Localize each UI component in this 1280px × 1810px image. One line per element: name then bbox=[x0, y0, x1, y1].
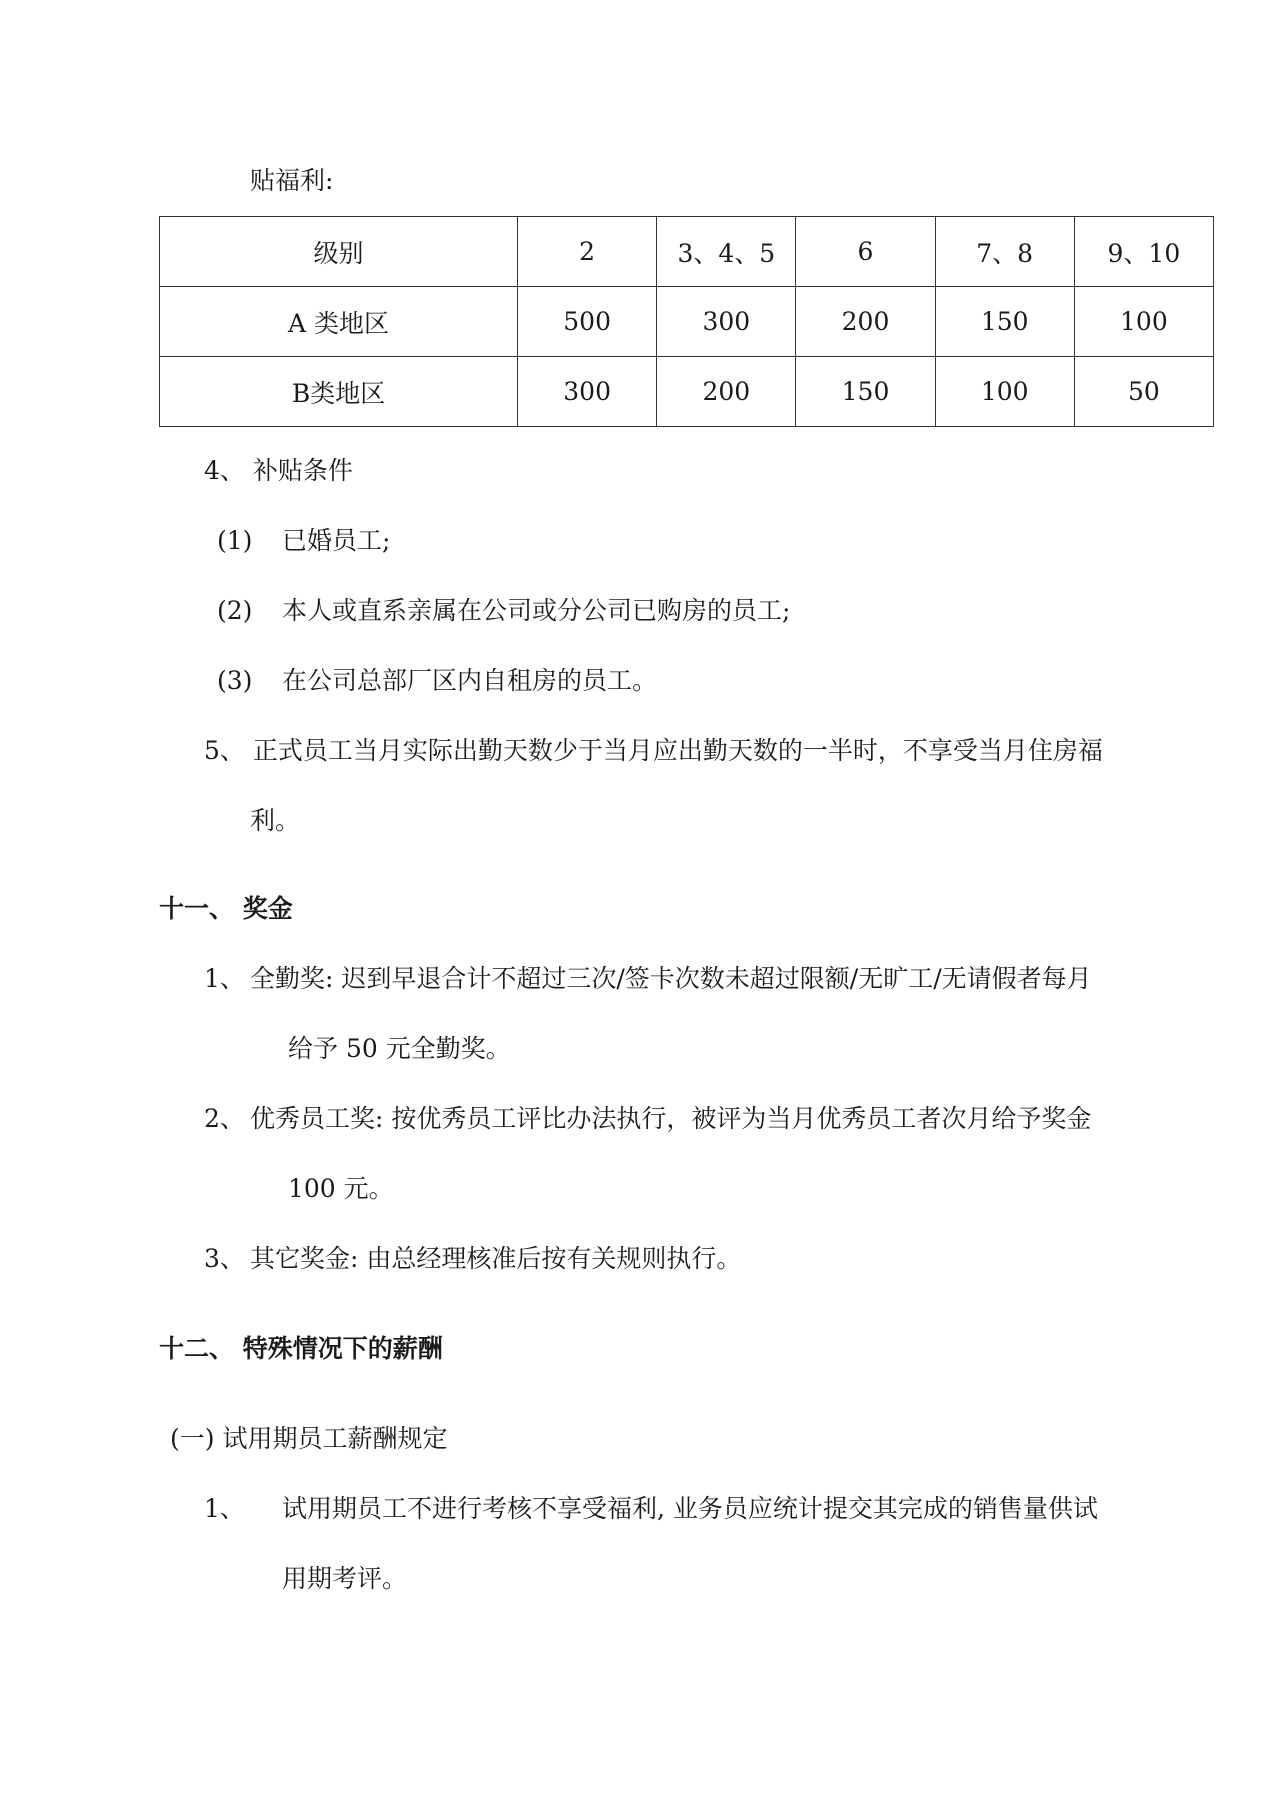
table-cell: 200 bbox=[657, 357, 796, 427]
item5-line1: 5、 正式员工当月实际出勤天数少于当月应出勤天数的一半时，不享受当月住房福 bbox=[204, 736, 1103, 765]
bonus-number: 1、 bbox=[204, 964, 245, 993]
table-cell: 150 bbox=[796, 357, 935, 427]
table-header-row bbox=[160, 217, 1214, 287]
table-header-cell: 3、4、5 bbox=[657, 217, 796, 287]
housing-subsidy-table bbox=[159, 216, 1214, 427]
conditions-title: 4、 补贴条件 bbox=[204, 456, 353, 485]
condition-number: (1) bbox=[217, 526, 253, 555]
table-cell: 50 bbox=[1074, 357, 1213, 427]
table-cell: 300 bbox=[518, 357, 657, 427]
condition-number: (2) bbox=[217, 596, 253, 625]
bonus-text-continued: 给予 50 元全勤奖。 bbox=[288, 1034, 511, 1063]
table-header-cell: 级别 bbox=[160, 217, 518, 287]
table-cell: B类地区 bbox=[160, 357, 518, 427]
condition-number: (3) bbox=[217, 666, 253, 695]
bonus-number: 3、 bbox=[204, 1244, 245, 1273]
intro-text: 贴福利: bbox=[250, 166, 334, 195]
condition-text: 在公司总部厂区内自租房的员工。 bbox=[282, 666, 658, 695]
section-12-heading: 十二、 特殊情况下的薪酬 bbox=[159, 1334, 443, 1363]
table-cell: 300 bbox=[657, 287, 796, 357]
probation-item-text-continued: 用期考评。 bbox=[282, 1564, 408, 1593]
condition-text: 本人或直系亲属在公司或分公司已购房的员工; bbox=[282, 596, 791, 625]
section-11-heading: 十一、 奖金 bbox=[159, 894, 293, 923]
table-cell: A 类地区 bbox=[160, 287, 518, 357]
condition-text: 已婚员工; bbox=[282, 526, 391, 555]
table-header-cell: 9、10 bbox=[1074, 217, 1213, 287]
item5-line2: 利。 bbox=[250, 806, 301, 835]
table-header-cell: 6 bbox=[796, 217, 935, 287]
table-cell: 150 bbox=[935, 287, 1074, 357]
probation-item-number: 1、 bbox=[204, 1494, 245, 1523]
table-row bbox=[160, 287, 1214, 357]
bonus-number: 2、 bbox=[204, 1104, 245, 1133]
table-cell: 200 bbox=[796, 287, 935, 357]
table-header-cell: 2 bbox=[518, 217, 657, 287]
probation-item-text: 试用期员工不进行考核不享受福利, 业务员应统计提交其完成的销售量供试 bbox=[282, 1494, 1098, 1523]
table-cell: 500 bbox=[518, 287, 657, 357]
table-cell: 100 bbox=[1074, 287, 1213, 357]
table-row bbox=[160, 357, 1214, 427]
table-cell: 100 bbox=[935, 357, 1074, 427]
bonus-text-continued: 100 元。 bbox=[288, 1174, 394, 1203]
table-header-cell: 7、8 bbox=[935, 217, 1074, 287]
section-12-subheading: (一) 试用期员工薪酬规定 bbox=[170, 1424, 448, 1453]
bonus-text: 优秀员工奖: 按优秀员工评比办法执行，被评为当月优秀员工者次月给予奖金 bbox=[250, 1104, 1092, 1133]
bonus-text: 全勤奖: 迟到早退合计不超过三次/签卡次数未超过限额/无旷工/无请假者每月 bbox=[250, 964, 1092, 993]
bonus-text: 其它奖金: 由总经理核准后按有关规则执行。 bbox=[250, 1244, 742, 1273]
